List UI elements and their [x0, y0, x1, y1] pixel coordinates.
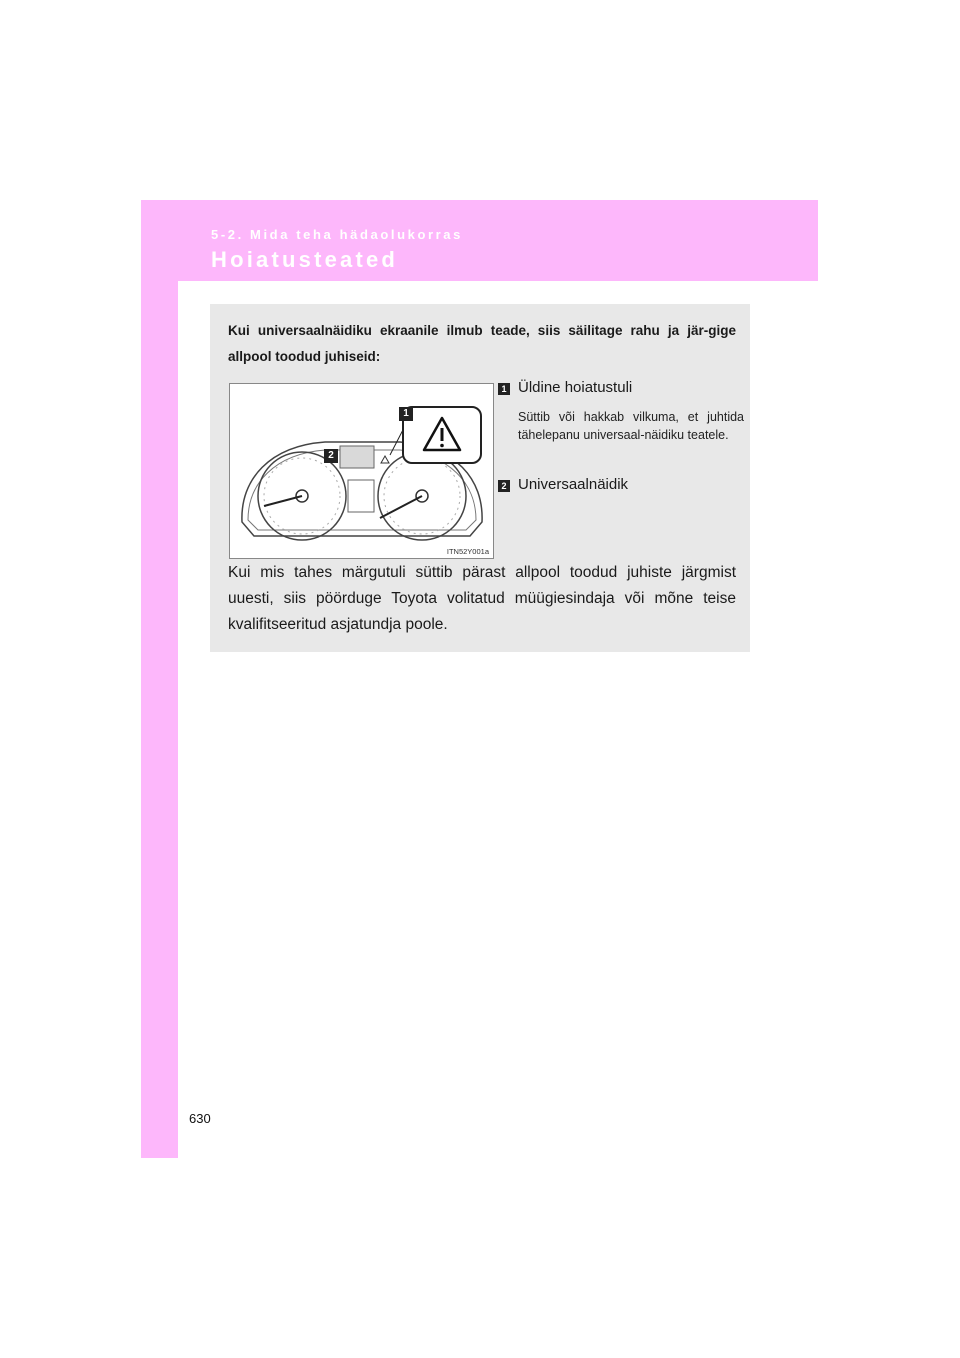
intro-text: Kui universaalnäidiku ekraanile ilmub teade, siis säilitage rahu ja jär-gige allpool toodud juhiseid: [228, 323, 736, 364]
callout-number-2: 2 [324, 449, 338, 463]
page-title: Hoiatusteated [211, 247, 399, 272]
section-header [141, 200, 818, 281]
figure-code: ITN52Y001a [446, 547, 489, 556]
item-title: Üldine hoiatustuli [518, 379, 633, 396]
item-description: Süttib või hakkab vilkuma, et juhtida tähelepanu universaal-näidiku teatele. [518, 410, 744, 442]
outro-text: Kui mis tahes märgutuli süttib pärast allpool toodud juhiste järgmist uuesti, siis pöörduge Toyota volitatud müügiesindaja või mõne teise kvalifitseeritud asjatundja poole. [228, 564, 736, 633]
item-number-badge: 1 [498, 383, 510, 395]
instrument-cluster-figure [229, 383, 494, 559]
section-label: 5-2. Mida teha hädaolukorras [211, 227, 463, 242]
side-color-band [141, 200, 178, 1158]
info-box [210, 304, 750, 652]
warning-callout [402, 406, 482, 464]
page-number: 630 [189, 1111, 211, 1126]
warning-triangle-icon [422, 416, 462, 452]
item-number-badge: 2 [498, 480, 510, 492]
item-title: Universaalnäidik [518, 476, 629, 493]
callout-number-1: 1 [399, 407, 413, 421]
